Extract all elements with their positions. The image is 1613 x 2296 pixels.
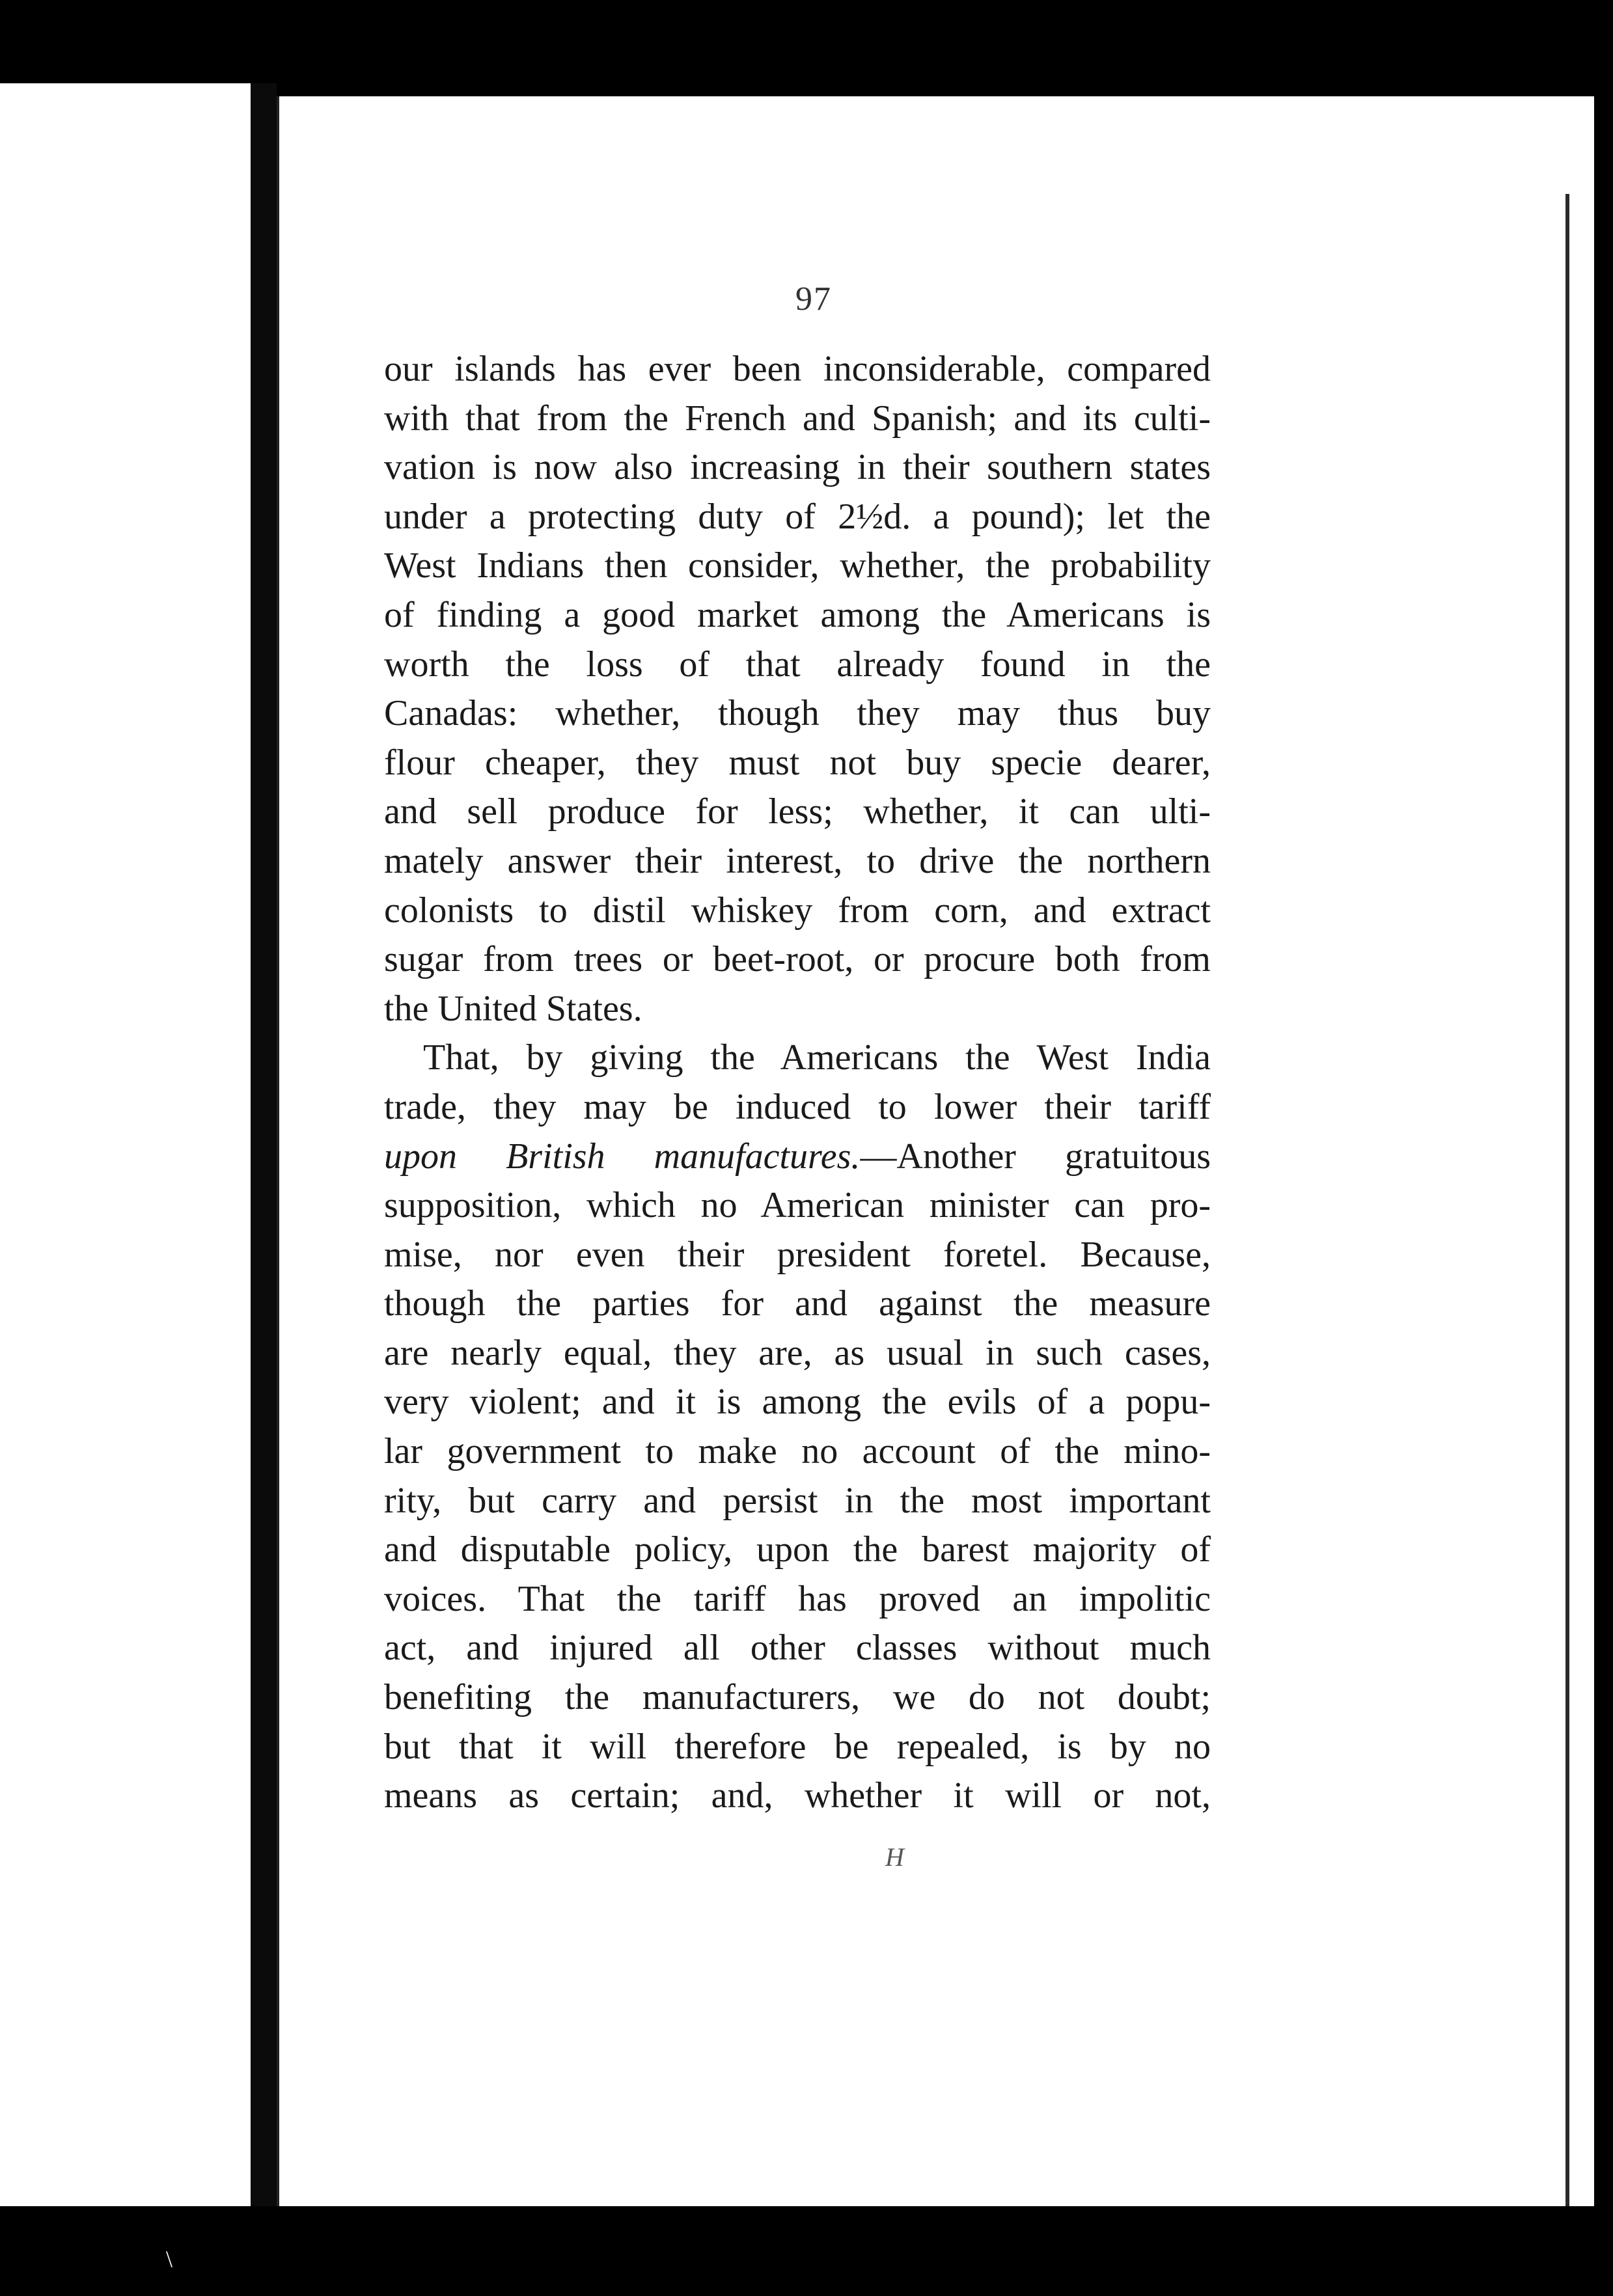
text-line: mately answer their interest, to drive the northern: [384, 840, 1211, 881]
facing-page-edge: [0, 83, 255, 2239]
text-line: mise, nor even their president foretel. Because,: [384, 1234, 1211, 1275]
text-line: rity, but carry and persist in the most important: [384, 1480, 1211, 1521]
text-line: the United States.: [384, 988, 642, 1029]
text-line: are nearly equal, they are, as usual in such cases,: [384, 1332, 1211, 1373]
text-line: of finding a good market among the Americans is: [384, 594, 1211, 635]
text-line: worth the loss of that already found in the: [384, 644, 1211, 685]
page-body-text: [384, 345, 1211, 1821]
italic-heading-line: That, by giving the Americans the West India: [423, 1037, 1211, 1078]
italic-heading-end: upon British manufactures.: [384, 1136, 861, 1177]
scan-bottom-border: [0, 2206, 1613, 2296]
text-line: means as certain; and, whether it will or not,: [384, 1775, 1211, 1816]
text-line: vation is now also increasing in their southern states: [384, 447, 1211, 488]
page-right-edge: [1565, 194, 1569, 2276]
text-line: act, and injured all other classes without much: [384, 1628, 1211, 1669]
text-line: Canadas: whether, though they may thus buy: [384, 693, 1211, 734]
text-line: our islands has ever been inconsiderable, compared: [384, 349, 1211, 389]
text-line: sugar from trees or beet-root, or procure both from: [384, 939, 1211, 980]
margin-mark: \: [166, 2246, 173, 2272]
text-line-mixed: [384, 1132, 1211, 1182]
text-line: very violent; and it is among the evils of a popu-: [384, 1382, 1211, 1423]
text-line: with that from the French and Spanish; and its culti-: [384, 398, 1211, 439]
page-number: 97: [795, 280, 832, 318]
text-line: supposition, which no American minister can pro-: [384, 1185, 1211, 1226]
book-gutter-shadow: [251, 83, 277, 2239]
text-line: and sell produce for less; whether, it can ulti-: [384, 791, 1211, 832]
text-line: voices. That the tariff has proved an impolitic: [384, 1578, 1211, 1619]
text-line: under a protecting duty of 2½d. a pound); let the: [384, 496, 1211, 537]
text-line: benefiting the manufacturers, we do not doubt;: [384, 1677, 1211, 1718]
text-line-continuation: —Another gratuitous: [860, 1136, 1211, 1177]
text-line: and disputable policy, upon the barest majority of: [384, 1529, 1211, 1570]
signature-mark: H: [885, 1842, 904, 1872]
text-line: flour cheaper, they must not buy specie dearer,: [384, 742, 1211, 783]
text-line: but that it will therefore be repealed, is by no: [384, 1726, 1211, 1767]
italic-heading-line: trade, they may be induced to lower their tariff: [384, 1086, 1211, 1127]
text-line: lar government to make no account of the mino-: [384, 1431, 1211, 1472]
text-line: colonists to distil whiskey from corn, and extract: [384, 890, 1211, 931]
text-line: though the parties for and against the measure: [384, 1283, 1211, 1324]
text-line: West Indians then consider, whether, the probability: [384, 545, 1211, 586]
